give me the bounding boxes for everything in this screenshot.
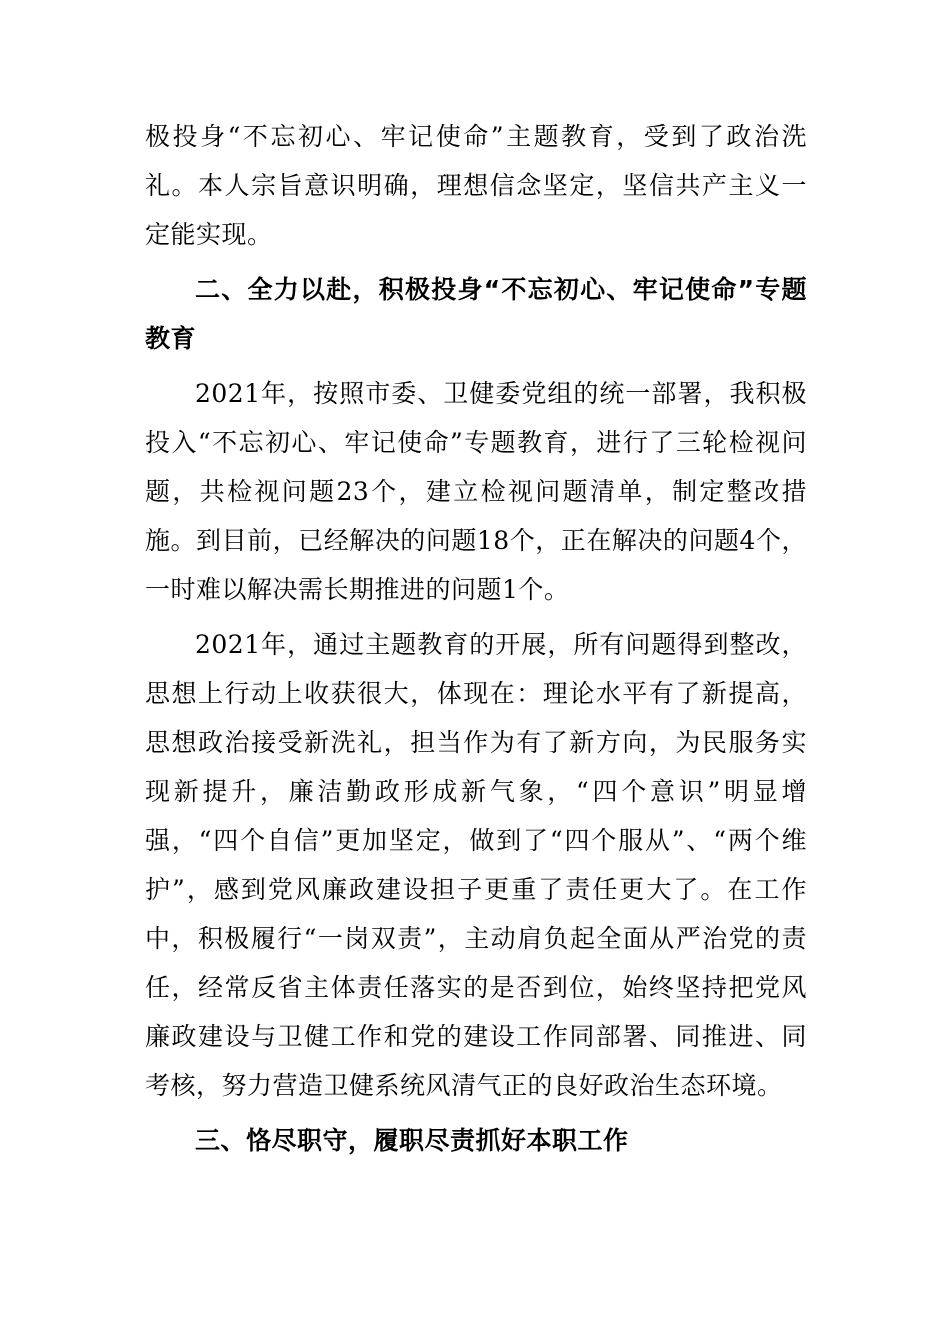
document-body [145,112,807,1165]
section-heading-3: 三、恪尽职守，履职尽责抓好本职工作 [195,1126,629,1155]
paragraph-education-results: 2021年，通过主题教育的开展，所有问题得到整改，思想上行动上收获很大，体现在：理论水平有了新提高，思想政治接受新洗礼，担当作为有了新方向，为民服务实现新提升，廉洁勤政形成新气象，“四个意识”明显增强，“四个自信”更加坚定，做到了“四个服从”、“两个维护”，感到党风廉政建设担子更重了责任更大了。在工作中，积极履行“一岗双责”，主动肩负起全面从严治党的责任，经常反省主体责任落实的是否到位，始终坚持把党风廉政建设与卫健工作和党的建设工作同部署、同推进、同考核，努力营造卫健系统风清气正的良好政治生态环境。 [145,630,807,1100]
section-heading-2: 二、全力以赴，积极投身“不忘初心、牢记使命”专题教育 [145,275,807,353]
paragraph-special-education: 2021年，按照市委、卫健委党组的统一部署，我积极投入“不忘初心、牢记使命”专题教育，进行了三轮检视问题，共检视问题23个，建立检视问题清单，制定整改措施。到目前，已经解决的问题18个，正在解决的问题4个，一时难以解决需长期推进的问题1个。 [145,379,807,604]
paragraph-continuation: 极投身“不忘初心、牢记使命”主题教育，受到了政治洗礼。本人宗旨意识明确，理想信念坚定，坚信共产主义一定能实现。 [145,122,807,249]
